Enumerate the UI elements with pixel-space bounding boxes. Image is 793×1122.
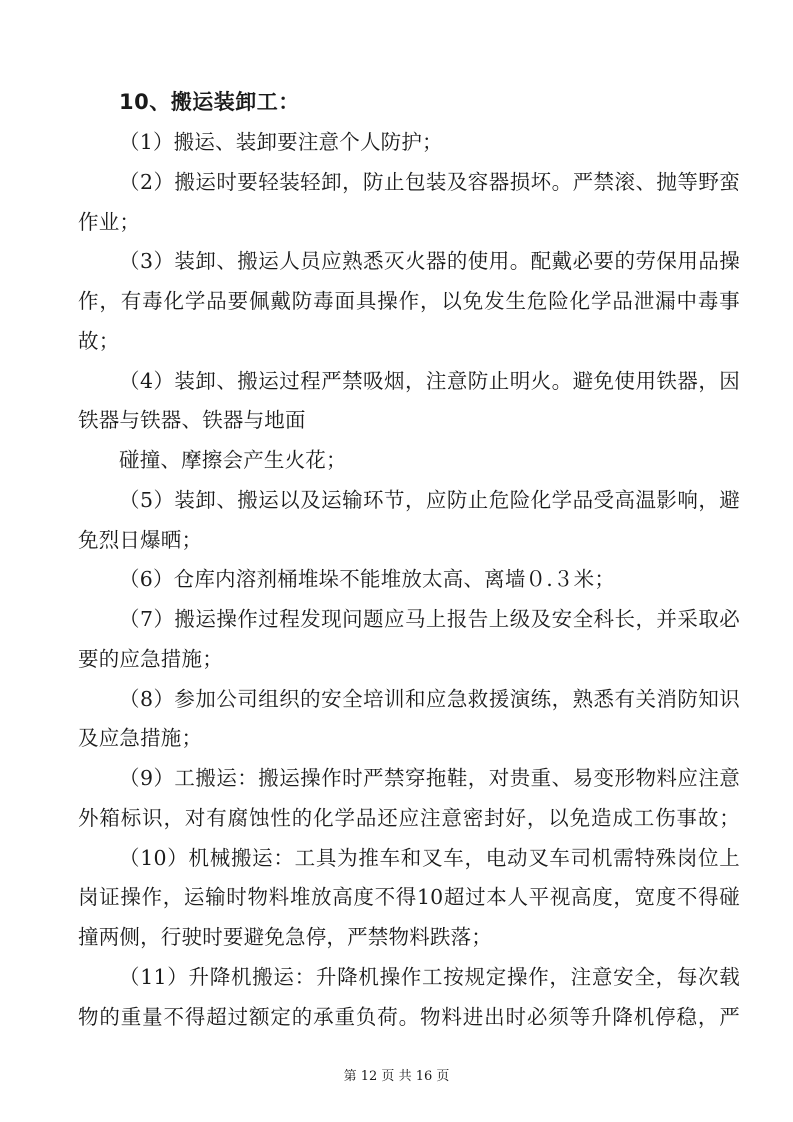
paragraph-line: （6）仓库内溶剂桶堆垛不能堆放太高、离墙０.３米； bbox=[119, 567, 616, 591]
paragraph-line: 要的应急措施； bbox=[78, 647, 223, 671]
paragraph-line: 外箱标识，对有腐蚀性的化学品还应注意密封好，以免造成工伤事故； bbox=[78, 806, 740, 830]
paragraph-line: （3）装卸、搬运人员应熟悉灭火器的使用。配戴必要的劳保用品操 bbox=[119, 249, 740, 273]
paragraph-line: 物的重量不得超过额定的承重负荷。物料进出时必须等升降机停稳，严 bbox=[78, 1005, 740, 1029]
paragraph-line: （5）装卸、搬运以及运输环节，应防止危险化学品受高温影响，避 bbox=[119, 488, 740, 512]
paragraph-line: （1）搬运、装卸要注意个人防护； bbox=[119, 130, 443, 154]
paragraph-line: （8）参加公司组织的安全培训和应急救援演练，熟悉有关消防知识 bbox=[119, 687, 740, 711]
paragraph-line: （10）机械搬运：工具为推车和叉车，电动叉车司机需特殊岗位上 bbox=[119, 846, 740, 870]
paragraph-line: （4）装卸、搬运过程严禁吸烟，注意防止明火。避免使用铁器，因 bbox=[119, 369, 740, 393]
paragraph-line: 作业； bbox=[78, 210, 141, 234]
paragraph-line: 免烈日爆晒； bbox=[78, 528, 203, 552]
paragraph-line: 及应急措施； bbox=[78, 726, 203, 750]
paragraph-line: 岗证操作，运输时物料堆放高度不得10超过本人平视高度，宽度不得碰 bbox=[78, 885, 740, 909]
paragraph-line: （9）工搬运：搬运操作时严禁穿拖鞋，对贵重、易变形物料应注意 bbox=[119, 766, 740, 790]
section-heading: 10、搬运装卸工： bbox=[119, 90, 300, 114]
page-number-footer: 第 12 页 共 16 页 bbox=[343, 1069, 450, 1084]
paragraph-line: 作，有毒化学品要佩戴防毒面具操作，以免发生危险化学品泄漏中毒事 bbox=[78, 289, 740, 313]
paragraph-line: 铁器与铁器、铁器与地面 bbox=[78, 408, 306, 432]
paragraph-line: （7）搬运操作过程发现问题应马上报告上级及安全科长，并采取必 bbox=[119, 607, 740, 631]
paragraph-line: （2）搬运时要轻装轻卸，防止包装及容器损坏。严禁滚、抛等野蛮 bbox=[119, 170, 740, 194]
paragraph-line: 撞两侧，行驶时要避免急停，严禁物料跌落； bbox=[78, 925, 492, 949]
paragraph-line: 故； bbox=[78, 329, 120, 353]
paragraph-line: （11）升降机搬运：升降机操作工按规定操作，注意安全，每次载 bbox=[119, 965, 740, 989]
paragraph-line: 碰撞、摩擦会产生火花； bbox=[119, 448, 347, 472]
